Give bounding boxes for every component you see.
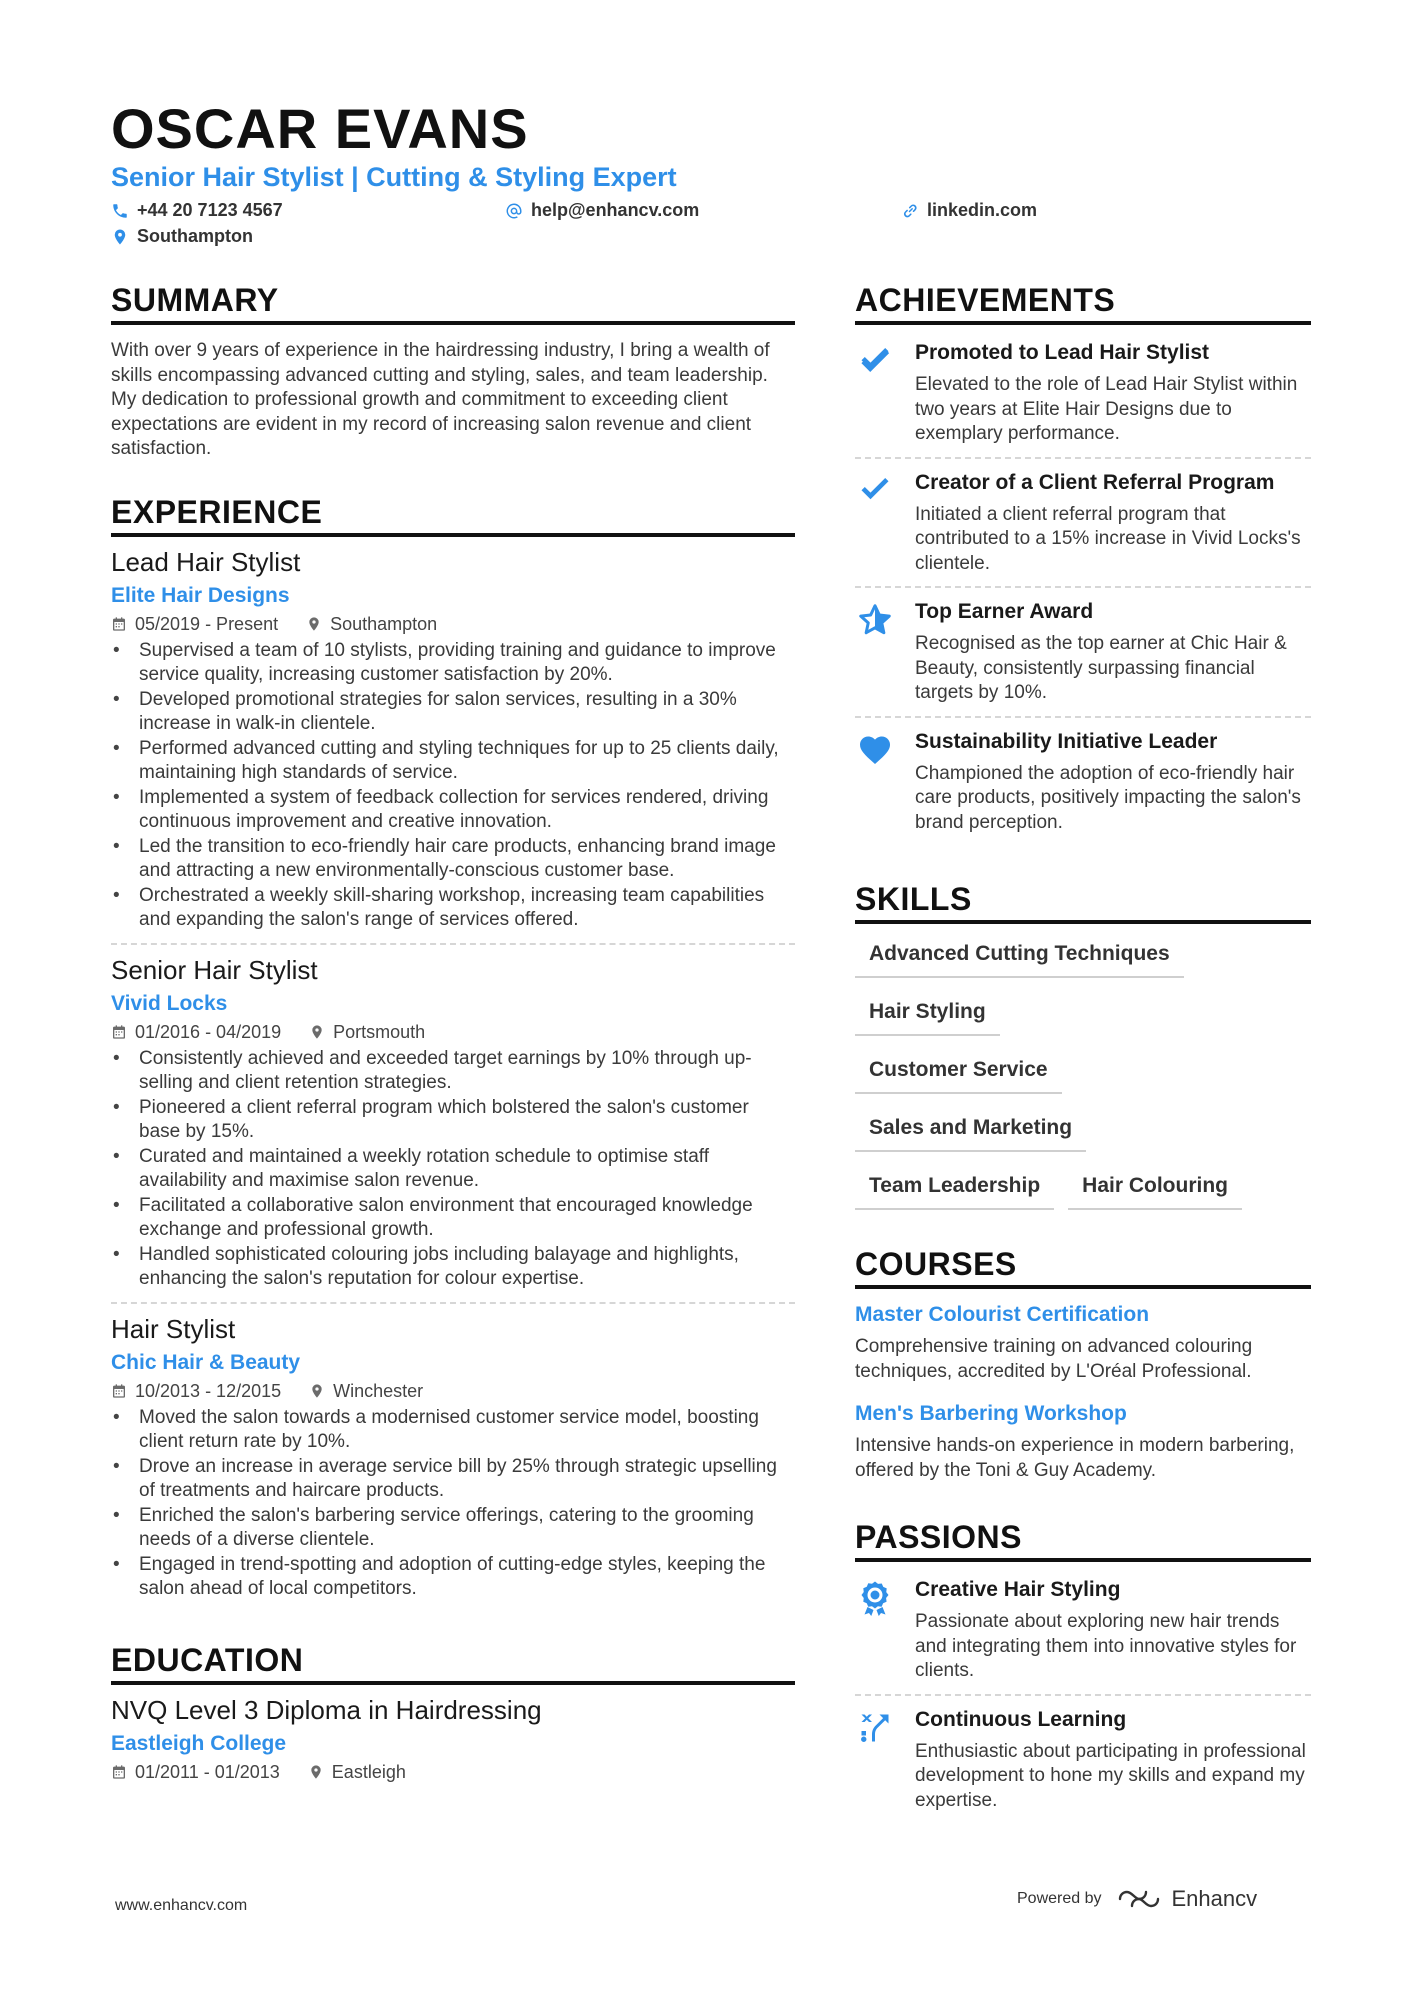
courses-title: COURSES bbox=[855, 1246, 1311, 1289]
achievement-desc: Recognised as the top earner at Chic Hair & Beauty, consistently surpassing financial targets by 10%. bbox=[915, 633, 1287, 703]
footer-branding bbox=[1017, 1886, 1257, 1912]
summary-section bbox=[111, 282, 795, 462]
skill-tag: Advanced Cutting Techniques bbox=[855, 934, 1184, 978]
star-icon bbox=[857, 602, 893, 638]
bullet-item: • Implemented a system of feedback collection for services rendered, driving continuous improvement and creative innovation. bbox=[111, 786, 795, 835]
achievement-item bbox=[855, 329, 1311, 459]
bullet-item: • Supervised a team of 10 stylists, providing training and guidance to improve service quality, increasing customer satisfaction by 20%. bbox=[111, 639, 795, 688]
job-title: Hair Stylist bbox=[111, 1313, 236, 1344]
at-icon bbox=[505, 202, 523, 220]
bullet-item: • Developed promotional strategies for salon services, resulting in a 30% increase in walk-in clientele. bbox=[111, 688, 795, 737]
courses-section bbox=[855, 1246, 1311, 1483]
job-meta bbox=[111, 1381, 795, 1402]
job-title: Senior Hair Stylist bbox=[111, 954, 318, 985]
summary-title: SUMMARY bbox=[111, 282, 795, 325]
bullet-item: • Led the transition to eco-friendly hair care products, enhancing brand image and attracting a new environmentally-conscious customer base. bbox=[111, 835, 795, 884]
email-text[interactable]: help@enhancv.com bbox=[531, 200, 700, 220]
calendar-icon bbox=[111, 1383, 127, 1399]
link-icon bbox=[901, 202, 919, 220]
location-pin-icon bbox=[111, 228, 129, 246]
bullet-item: • Pioneered a client referral program which bolstered the salon's customer base by 15%. bbox=[111, 1096, 795, 1145]
contact-email[interactable] bbox=[505, 200, 699, 221]
bullet-item: • Consistently achieved and exceeded target earnings by 10% through up-selling and client retention strategies. bbox=[111, 1047, 795, 1096]
course-title: Master Colourist Certification bbox=[855, 1303, 1150, 1326]
job-location: Portsmouth bbox=[309, 1022, 425, 1043]
achievement-item bbox=[855, 718, 1311, 846]
location-pin-icon bbox=[306, 616, 322, 632]
course-title: Men's Barbering Workshop bbox=[855, 1402, 1127, 1425]
achievement-desc: Initiated a client referral program that contributed to a 15% increase in Vivid Locks's clientele. bbox=[915, 503, 1301, 574]
bullet-item: • Drove an increase in average service bill by 25% through strategic upselling of treatments and haircare products. bbox=[111, 1455, 795, 1504]
brand-logo[interactable] bbox=[1116, 1886, 1258, 1912]
job-dates: 01/2016 - 04/2019 bbox=[111, 1022, 281, 1043]
strategy-icon bbox=[857, 1710, 893, 1746]
job-bullets bbox=[111, 639, 795, 933]
linkedin-text[interactable]: linkedin.com bbox=[927, 200, 1038, 220]
calendar-icon bbox=[111, 1764, 127, 1780]
summary-text: With over 9 years of experience in the hairdressing industry, I bring a wealth of skills encompassing advanced cutting and styling, sales, and team leadership. My dedication to professional growth and commitment to exceeding client expectations are evident in my record of increasing salon revenue and client satisfaction. bbox=[111, 340, 770, 459]
candidate-name: OSCAR EVANS bbox=[111, 97, 529, 160]
enhancv-logo-icon bbox=[1116, 1886, 1162, 1912]
passions-section bbox=[855, 1519, 1311, 1823]
skill-tag: Team Leadership bbox=[855, 1166, 1054, 1210]
skills-list bbox=[855, 934, 1311, 1210]
brand-name: Enhancv bbox=[1171, 1886, 1258, 1911]
job-meta bbox=[111, 1022, 795, 1043]
passion-item bbox=[855, 1696, 1311, 1824]
experience-item bbox=[111, 1314, 795, 1612]
job-dates: 05/2019 - Present bbox=[111, 614, 278, 635]
job-title: Lead Hair Stylist bbox=[111, 546, 301, 577]
powered-by-text: Powered by bbox=[1017, 1890, 1102, 1907]
passion-desc: Passionate about exploring new hair trends and integrating them into innovative styles for clients. bbox=[915, 1611, 1297, 1681]
achievement-title: Top Earner Award bbox=[915, 600, 1094, 623]
passion-title: Continuous Learning bbox=[915, 1707, 1127, 1731]
skill-tag: Hair Styling bbox=[855, 992, 1000, 1036]
passion-title: Creative Hair Styling bbox=[915, 1578, 1121, 1601]
check-icon bbox=[857, 473, 893, 509]
location-pin-icon bbox=[309, 1383, 325, 1399]
achievement-title: Sustainability Initiative Leader bbox=[915, 729, 1218, 753]
company-name: Vivid Locks bbox=[111, 991, 228, 1015]
bullet-item: • Performed advanced cutting and styling techniques for up to 25 clients daily, maintaining high standards of service. bbox=[111, 737, 795, 786]
bullet-item: • Orchestrated a weekly skill-sharing workshop, increasing team capabilities and expanding the salon's range of services offered. bbox=[111, 884, 795, 933]
location-pin-icon bbox=[309, 1024, 325, 1040]
bullet-item: • Facilitated a collaborative salon environment that encouraged knowledge exchange and professional growth. bbox=[111, 1194, 795, 1243]
contact-phone bbox=[111, 200, 283, 221]
bullet-item: • Enriched the salon's barbering service offerings, catering to the grooming needs of a diverse clientele. bbox=[111, 1504, 795, 1553]
achievement-title: Creator of a Client Referral Program bbox=[915, 470, 1275, 494]
job-bullets bbox=[111, 1047, 795, 1292]
education-meta bbox=[111, 1762, 795, 1783]
education-title: EDUCATION bbox=[111, 1642, 795, 1685]
skill-tag: Customer Service bbox=[855, 1050, 1062, 1094]
skill-tag: Sales and Marketing bbox=[855, 1108, 1086, 1152]
job-meta bbox=[111, 614, 795, 635]
experience-item bbox=[111, 547, 795, 945]
passion-desc: Enthusiastic about participating in professional development to hone my skills and expand my expertise. bbox=[915, 1740, 1306, 1811]
job-bullets bbox=[111, 1406, 795, 1602]
right-column bbox=[855, 282, 1311, 1823]
skills-section bbox=[855, 881, 1311, 1210]
phone-icon bbox=[111, 202, 129, 220]
achievements-title: ACHIEVEMENTS bbox=[855, 282, 1311, 325]
location-pin-icon bbox=[308, 1764, 324, 1780]
achievement-item bbox=[855, 588, 1311, 718]
degree-title: NVQ Level 3 Diploma in Hairdressing bbox=[111, 1694, 542, 1725]
job-dates: 10/2013 - 12/2015 bbox=[111, 1381, 281, 1402]
course-desc: Intensive hands-on experience in modern barbering, offered by the Toni & Guy Academy. bbox=[855, 1435, 1295, 1481]
achievements-section bbox=[855, 282, 1311, 845]
heart-icon bbox=[857, 732, 893, 768]
phone-text: +44 20 7123 4567 bbox=[137, 200, 283, 220]
passion-item bbox=[855, 1566, 1311, 1696]
candidate-headline: Senior Hair Stylist | Cutting & Styling Expert bbox=[111, 162, 677, 192]
education-location: Eastleigh bbox=[308, 1762, 406, 1783]
skills-title: SKILLS bbox=[855, 881, 1311, 924]
course-desc: Comprehensive training on advanced colouring techniques, accredited by L'Oréal Professional. bbox=[855, 1336, 1253, 1382]
left-column bbox=[111, 282, 795, 1787]
footer-website[interactable]: www.enhancv.com bbox=[115, 1897, 248, 1914]
bullet-item: • Handled sophisticated colouring jobs including balayage and highlights, enhancing the salon's reputation for colour expertise. bbox=[111, 1243, 795, 1292]
achievement-desc: Championed the adoption of eco-friendly hair care products, positively impacting the salon's brand perception. bbox=[915, 762, 1301, 833]
school-name: Eastleigh College bbox=[111, 1731, 287, 1755]
calendar-icon bbox=[111, 616, 127, 632]
bullet-item: • Moved the salon towards a modernised customer service model, boosting client return rate by 10%. bbox=[111, 1406, 795, 1455]
check-icon bbox=[857, 343, 893, 379]
company-name: Elite Hair Designs bbox=[111, 583, 290, 607]
experience-title: EXPERIENCE bbox=[111, 494, 795, 537]
education-dates: 01/2011 - 01/2013 bbox=[111, 1762, 280, 1783]
passions-title: PASSIONS bbox=[855, 1519, 1311, 1562]
award-ribbon-icon bbox=[857, 1580, 893, 1616]
experience-item bbox=[111, 955, 795, 1304]
achievement-item bbox=[855, 459, 1311, 589]
company-name: Chic Hair & Beauty bbox=[111, 1350, 301, 1374]
skill-tag: Hair Colouring bbox=[1068, 1166, 1242, 1210]
achievement-title: Promoted to Lead Hair Stylist bbox=[915, 341, 1210, 364]
bullet-item: • Curated and maintained a weekly rotation schedule to optimise staff availability and maximise salon revenue. bbox=[111, 1145, 795, 1194]
education-section bbox=[111, 1642, 795, 1783]
contact-location bbox=[111, 226, 253, 247]
job-location: Winchester bbox=[309, 1381, 423, 1402]
contact-linkedin[interactable] bbox=[901, 200, 1037, 221]
experience-section bbox=[111, 494, 795, 1612]
bullet-item: • Engaged in trend-spotting and adoption of cutting-edge styles, keeping the salon ahead of local competitors. bbox=[111, 1553, 795, 1602]
calendar-icon bbox=[111, 1024, 127, 1040]
job-location: Southampton bbox=[306, 614, 437, 635]
achievement-desc: Elevated to the role of Lead Hair Stylist within two years at Elite Hair Designs due to exemplary performance. bbox=[915, 374, 1298, 444]
location-text: Southampton bbox=[137, 226, 253, 246]
